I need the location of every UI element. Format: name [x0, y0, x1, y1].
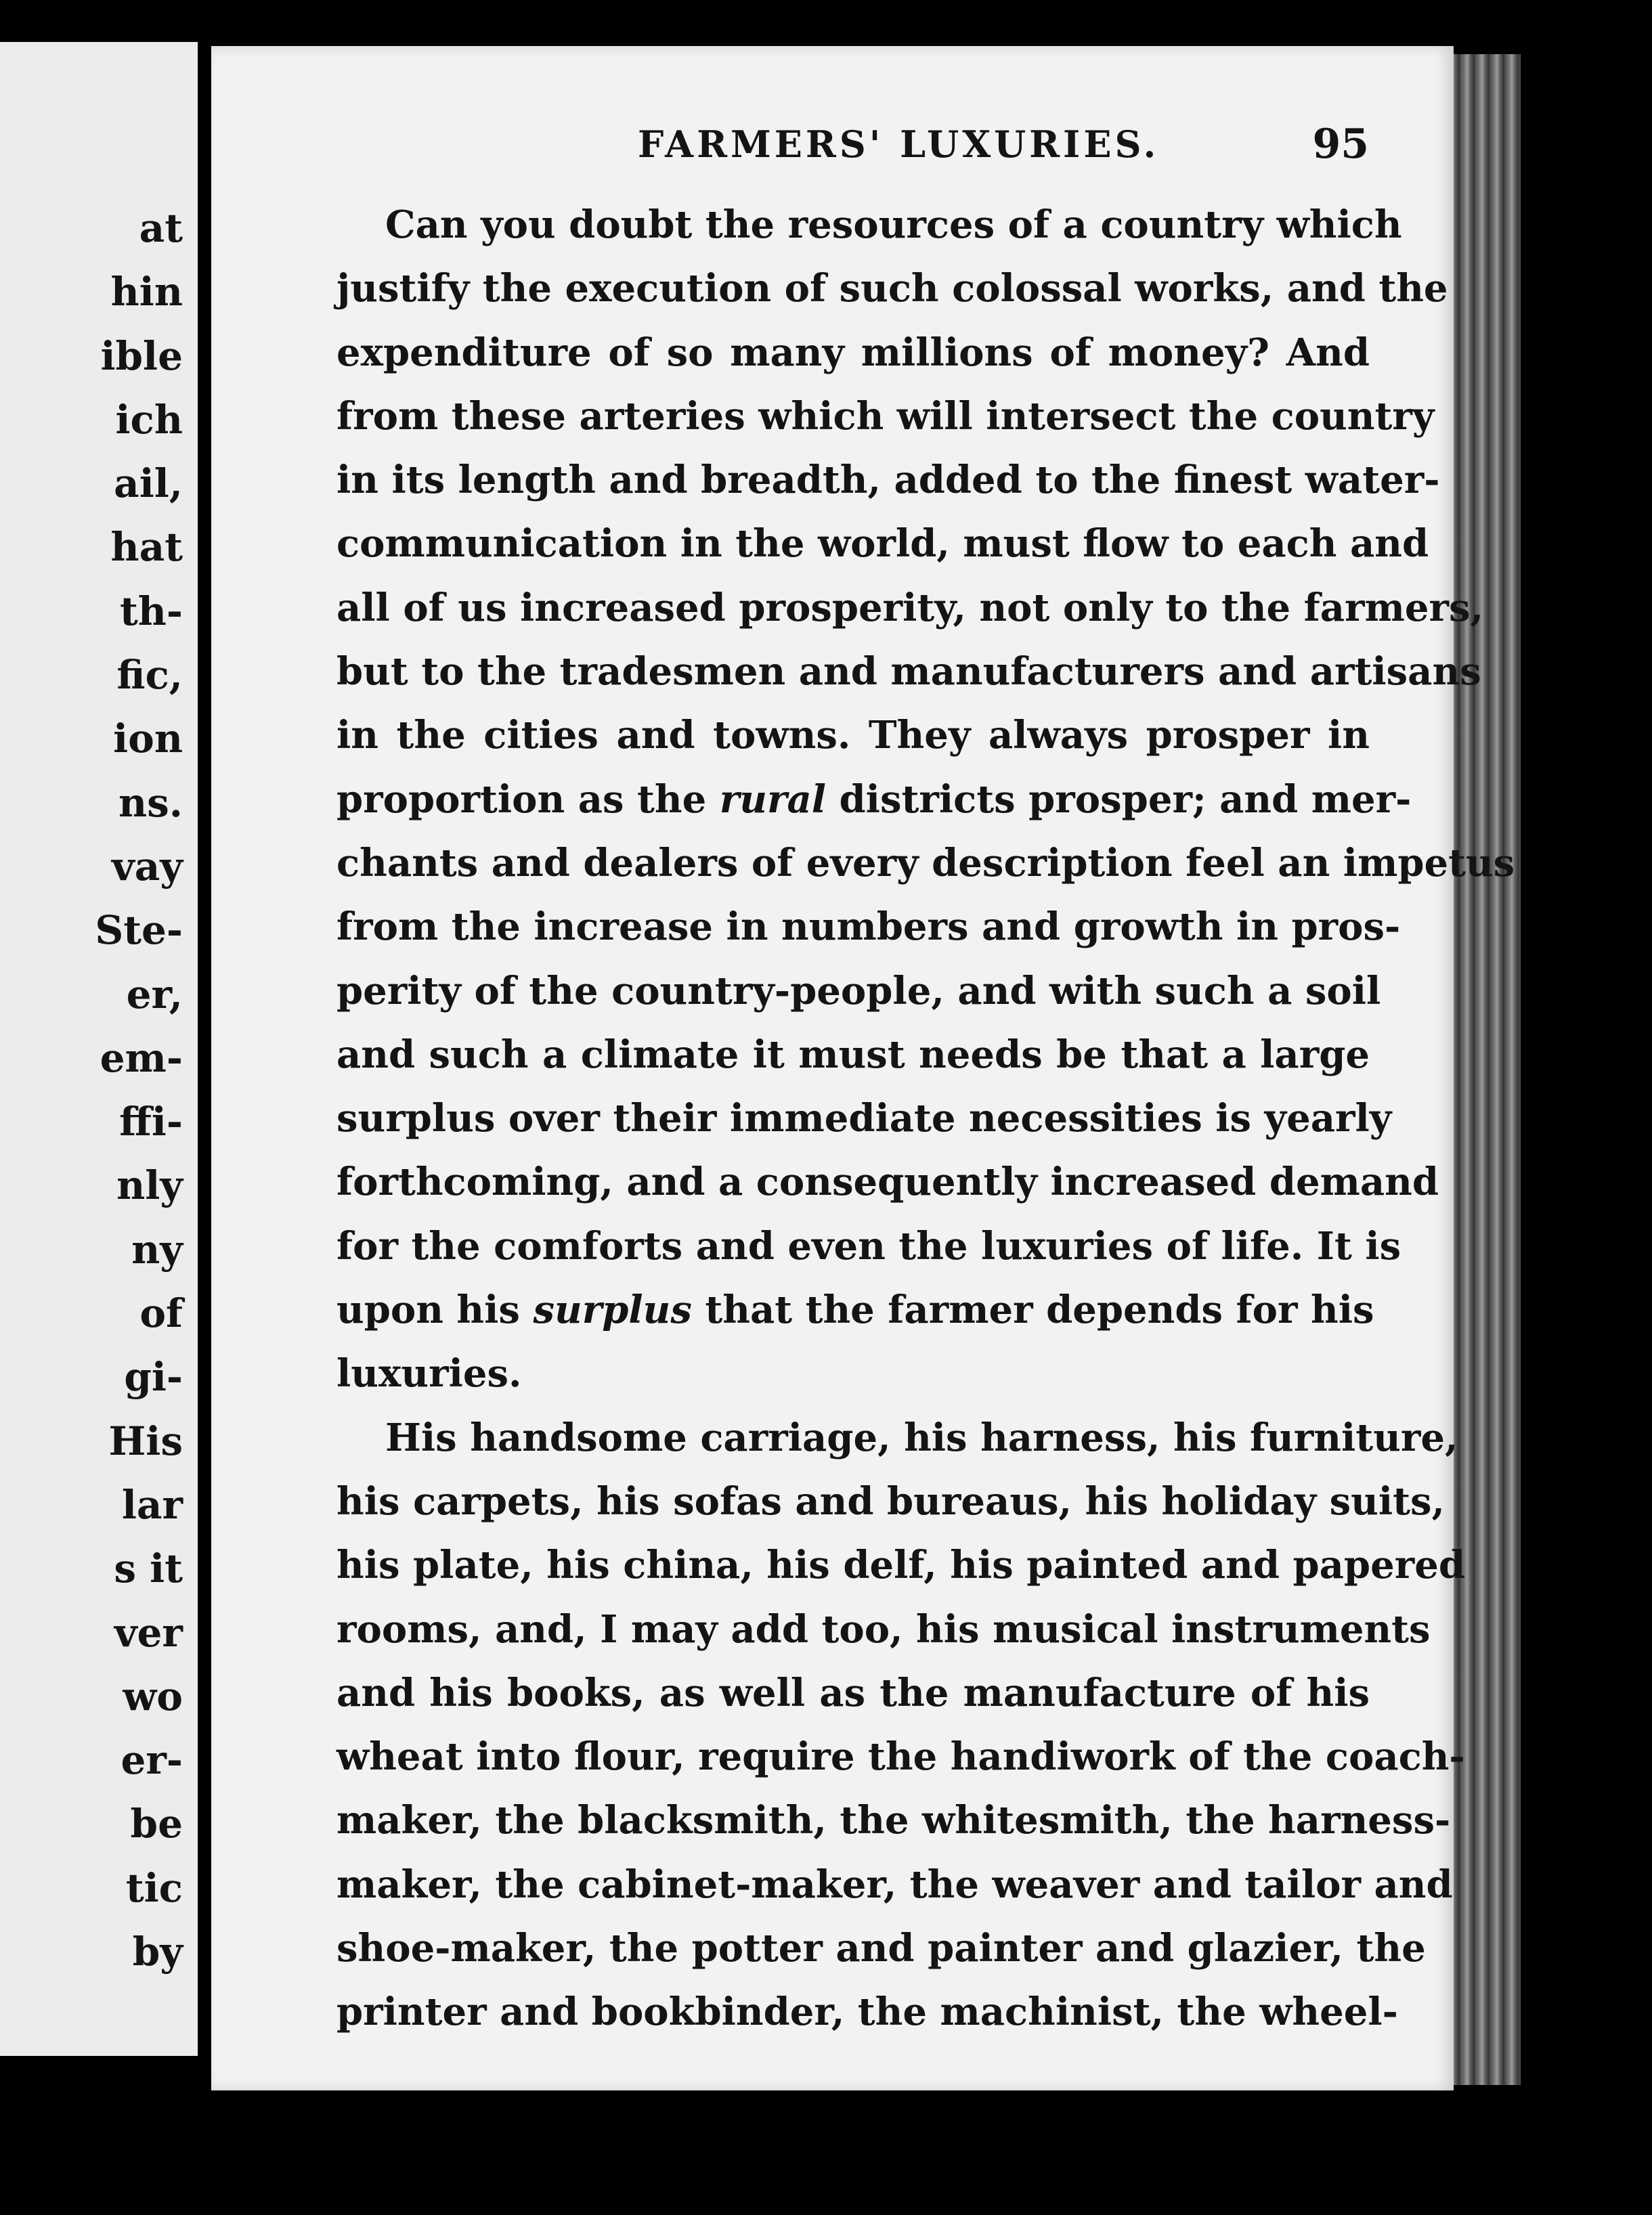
facing-page-fragment-line: by	[132, 1929, 183, 1975]
text-line	[336, 1916, 1426, 1980]
facing-page-fragment-line: His	[108, 1418, 183, 1464]
paragraph	[336, 1406, 1465, 2044]
text-segment: upon his	[336, 1288, 534, 1333]
facing-page-fragment-line: ich	[115, 396, 183, 443]
text-segment: perity of the country-people, and with such a soil	[336, 968, 1381, 1013]
italic-text: surplus	[533, 1288, 692, 1333]
text-segment: all of us increased prosperity, not only to the farmers,	[336, 585, 1483, 630]
text-segment: rooms, and, I may add too, his musical instruments	[336, 1606, 1431, 1652]
facing-page-fragment-line: be	[130, 1801, 183, 1847]
text-line	[336, 1087, 1392, 1150]
facing-page-fragment-line: wo	[123, 1673, 183, 1719]
text-segment: his plate, his china, his delf, his painted and papered	[336, 1543, 1465, 1588]
facing-page-fragment-line: hin	[110, 269, 183, 315]
text-line	[336, 1150, 1439, 1214]
text-line	[336, 640, 1481, 703]
text-line	[336, 1023, 1370, 1087]
text-segment: expenditure of so many millions of money? And	[336, 330, 1370, 375]
text-segment: districts prosper; and mer-	[826, 776, 1412, 822]
text-segment: forthcoming, and a consequently increased demand	[336, 1160, 1439, 1205]
text-segment: in its length and breadth, added to the finest water-	[336, 458, 1440, 503]
facing-page-fragment-line: er,	[126, 971, 183, 1017]
text-segment: and such a climate it must needs be that a large	[336, 1032, 1370, 1077]
text-line	[336, 831, 1515, 895]
text-segment: maker, the blacksmith, the whitesmith, the harness-	[336, 1798, 1451, 1843]
text-line	[336, 1342, 1370, 1405]
text-segment: wheat into flour, require the handiwork of the coach-	[336, 1734, 1465, 1780]
text-segment: that the farmer depends for his	[691, 1288, 1374, 1333]
text-line	[336, 768, 1412, 831]
text-line	[336, 959, 1381, 1023]
text-segment: surplus over their immediate necessities is yearly	[336, 1096, 1392, 1141]
text-line	[336, 1980, 1398, 2044]
italic-text: rural	[719, 776, 827, 822]
text-line	[336, 1533, 1465, 1597]
text-line	[336, 448, 1440, 512]
page-header	[211, 114, 1369, 175]
text-line	[336, 1406, 1458, 1470]
text-segment: maker, the cabinet-maker, the weaver and tailor and	[336, 1862, 1453, 1907]
text-segment: his carpets, his sofas and bureaus, his holiday suits,	[336, 1478, 1446, 1524]
text-segment: in the cities and towns. They always prosper in	[336, 713, 1370, 758]
facing-page-fragment-line: fic,	[116, 652, 183, 699]
paragraph	[336, 193, 1515, 1406]
text-segment: communication in the world, must flow to each and	[336, 521, 1429, 567]
text-line	[336, 576, 1483, 640]
text-segment: His handsome carriage, his harness, his furniture,	[385, 1415, 1458, 1460]
text-line	[336, 1789, 1451, 1852]
facing-page-fragment-line: ible	[100, 332, 183, 379]
text-segment: luxuries.	[336, 1351, 522, 1397]
text-line	[336, 1598, 1431, 1661]
text-line	[336, 1853, 1453, 1916]
text-line	[336, 895, 1401, 959]
facing-page-fragment-line: tic	[125, 1864, 183, 1911]
body-text	[336, 193, 1515, 2044]
facing-page-fragment-line: ffi-	[119, 1099, 183, 1145]
facing-page-fragment-line: lar	[121, 1481, 183, 1528]
facing-page-fragment-line: Ste-	[95, 907, 183, 954]
text-line	[336, 1214, 1401, 1278]
text-segment: proportion as the	[336, 776, 720, 822]
facing-page-fragment-line: ion	[113, 716, 183, 762]
facing-page-fragment-line: em-	[100, 1034, 183, 1081]
text-segment: and his books, as well as the manufacture of his	[336, 1670, 1370, 1715]
facing-page-fragment-line: of	[139, 1290, 183, 1337]
facing-page-fragment-line: gi-	[124, 1354, 183, 1401]
text-segment: justify the execution of such colossal works, and the	[336, 266, 1448, 311]
facing-page-fragment-line: ver	[114, 1609, 183, 1656]
facing-page-fragment-line: s it	[114, 1545, 183, 1592]
text-segment: Can you doubt the resources of a country which	[385, 202, 1402, 247]
text-line	[336, 1470, 1446, 1533]
facing-page-fragment-line: nly	[116, 1162, 183, 1209]
text-line	[336, 703, 1370, 767]
text-segment: chants and dealers of every description feel an impetus	[336, 840, 1515, 885]
text-line	[336, 1725, 1465, 1789]
text-segment: for the comforts and even the luxuries of life. It is	[336, 1223, 1401, 1269]
facing-page-fragment-line: ns.	[118, 779, 183, 826]
text-line	[336, 1661, 1370, 1725]
text-line	[336, 193, 1402, 257]
facing-page-fragment-line: hat	[110, 524, 183, 571]
text-segment: shoe-maker, the potter and painter and glazier, the	[336, 1926, 1426, 1971]
text-line	[336, 321, 1370, 385]
facing-page-fragment-line: ny	[131, 1226, 183, 1273]
facing-page-fragment-line: th-	[119, 588, 183, 634]
text-line	[336, 385, 1435, 448]
running-head: FARMERS' LUXURIES.	[638, 123, 1160, 166]
text-line	[336, 1278, 1374, 1342]
facing-page-line-endings	[95, 196, 183, 1983]
facing-page-fragment	[0, 42, 198, 2056]
text-segment: from the increase in numbers and growth in pros-	[336, 904, 1401, 950]
text-line	[336, 512, 1429, 575]
facing-page-fragment-line: ail,	[114, 460, 183, 507]
facing-page-fragment-line: vay	[112, 843, 183, 890]
page-number: 95	[1312, 120, 1369, 168]
text-segment: but to the tradesmen and manufacturers and artisans	[336, 649, 1481, 695]
text-segment: from these arteries which will intersect the country	[336, 393, 1435, 439]
text-segment: printer and bookbinder, the machinist, the wheel-	[336, 1990, 1398, 2035]
facing-page-fragment-line: at	[139, 205, 183, 251]
text-line	[336, 257, 1448, 320]
facing-page-fragment-line: er-	[121, 1737, 183, 1784]
